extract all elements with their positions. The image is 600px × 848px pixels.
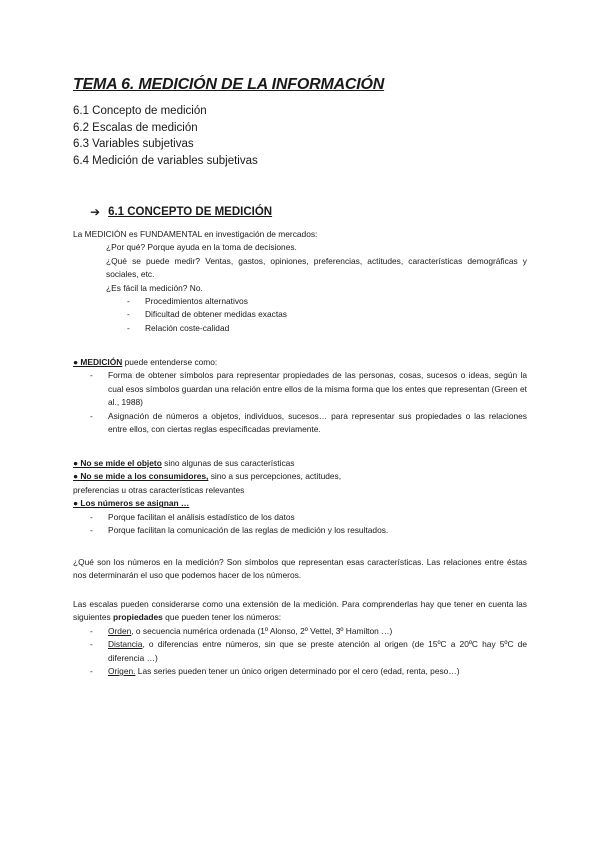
escalas-text: que pueden tener los números:: [162, 612, 282, 623]
definition-item: [73, 410, 527, 437]
right-arrow-icon: ➔: [90, 205, 101, 219]
toc-item: 6.1 Concepto de medición: [73, 105, 207, 117]
intro-bold: FUNDAMENTAL: [140, 229, 202, 239]
sub-item: [73, 322, 527, 335]
reason-item: [73, 511, 527, 524]
note-line: [73, 457, 527, 470]
escalas-bold: propiedades: [113, 612, 163, 623]
dash-bullet: -: [127, 322, 130, 333]
escalas-text: Las escalas pueden considerarse como una extensión de la medición. Para comprenderlas hay que tener en cuenta las siguientes: [73, 599, 527, 623]
medicion-block: [73, 356, 527, 436]
dash-bullet: -: [90, 410, 93, 421]
note-rest: sino a sus percepciones, actitudes,: [208, 471, 342, 482]
medicion-rest: puede entenderse como:: [122, 357, 218, 367]
intro-prefix: La MEDICIÓN es: [73, 229, 141, 239]
dash-bullet: -: [90, 639, 93, 650]
question-paragraph: ¿Qué son los números en la medición? Son símbolos que representan esas características. Las relaciones entre éstas nos determinarán el uso que podemos hacer de los números.: [73, 557, 527, 581]
note-bold: ● No se mide el objeto: [73, 458, 162, 468]
property-text: , o secuencia numérica ordenada (1º Alonso, 2º Vettel, 3º Hamilton …): [131, 625, 393, 636]
note-rest: sino algunas de sus características: [161, 458, 295, 468]
section-heading: [90, 205, 272, 219]
property-item: [73, 665, 527, 678]
dash-bullet: -: [127, 309, 130, 320]
property-item: [73, 625, 527, 638]
sub-item: [73, 308, 527, 321]
definition-text: Forma de obtener símbolos para representar propiedades de las personas, cosas, sucesos o ideas, según la cual esos símbolos guardan una relación entre ellos de la misma forma que los entes que representan (Green et al., 1988): [108, 370, 527, 408]
toc-item: 6.2 Escalas de medición: [73, 121, 198, 134]
escalas-block: [73, 598, 527, 678]
sub-item-text: Procedimientos alternativos: [145, 296, 248, 307]
property-term: Distancia: [108, 639, 143, 650]
notes-block: [73, 457, 527, 537]
note-continuation: preferencias u otras características relevantes: [73, 484, 245, 495]
note-line: [73, 470, 527, 483]
note-line: [73, 497, 527, 510]
sub-item: [73, 295, 527, 308]
sub-item-text: Relación coste-calidad: [145, 322, 230, 333]
note-bold: ● No se mide a los consumidores,: [73, 471, 209, 482]
note-bold: ● Los números se asignan …: [73, 498, 190, 509]
question-why: ¿Por qué? Porque ayuda en la toma de decisiones.: [106, 242, 297, 253]
intro-line: [73, 228, 527, 241]
definition-item: [73, 369, 527, 409]
property-text: Las series pueden tener un único origen determinado por el cero (edad, renta, peso…): [135, 666, 460, 677]
dash-bullet: -: [90, 525, 93, 536]
reason-item: [73, 524, 527, 537]
document-title: TEMA 6. MEDICIÓN DE LA INFORMACIÓN: [73, 76, 385, 93]
property-term: Origen.: [108, 666, 136, 677]
medicion-lead-line: [73, 356, 527, 369]
property-text: , o diferencias entre números, sin que se preste atención al origen (de 15ºC a 20ºC hay 5ºC de diferencia …): [108, 639, 527, 663]
table-of-contents: [73, 103, 258, 169]
section-heading-text: 6.1 CONCEPTO DE MEDICIÓN: [108, 206, 273, 218]
dash-bullet: -: [127, 296, 130, 307]
intro-block: [73, 228, 527, 335]
toc-item: 6.3 Variables subjetivas: [73, 138, 194, 150]
dash-bullet: -: [90, 511, 93, 522]
escalas-intro: [73, 598, 527, 625]
dash-bullet: -: [90, 625, 93, 636]
reason-text: Porque facilitan la comunicación de las reglas de medición y los resultados.: [108, 525, 389, 536]
medicion-lead: ● MEDICIÓN: [73, 357, 123, 367]
definition-text: Asignación de números a objetos, individuos, sucesos… para representar sus propiedades o las relaciones entre ellos, con ciertas reglas especificadas previamente.: [108, 410, 527, 435]
question-what: ¿Qué se puede medir? Ventas, gastos, opiniones, preferencias, actitudes, características demográficas y sociales, etc.: [106, 255, 527, 280]
intro-suffix: en investigación de mercados:: [201, 229, 318, 239]
sub-item-text: Dificultad de obtener medidas exactas: [145, 309, 287, 320]
reason-text: Porque facilitan el análisis estadístico de los datos: [108, 511, 295, 522]
dash-bullet: -: [90, 666, 93, 677]
property-item: [73, 638, 527, 665]
toc-item: 6.4 Medición de variables subjetivas: [73, 154, 258, 167]
dash-bullet: -: [90, 370, 93, 381]
property-term: Orden: [108, 625, 132, 636]
question-easy: ¿Es fácil la medición? No.: [106, 282, 203, 293]
